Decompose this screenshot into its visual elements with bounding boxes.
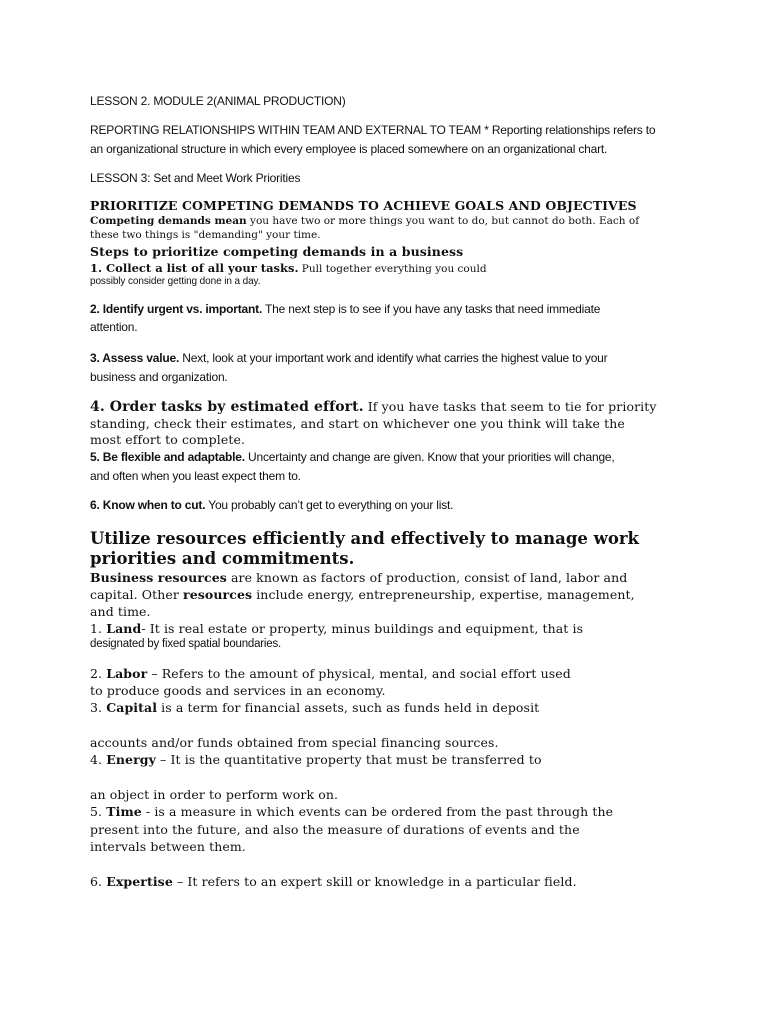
labor-line-2: to produce goods and services in an economy.: [90, 683, 386, 698]
step-2-line-1: 2. Identify urgent vs. important. The next step is to see if you have any tasks that need immediate: [90, 302, 601, 316]
labor-line-1: 2. Labor – Refers to the amount of physical, mental, and social effort used: [90, 666, 571, 681]
lesson2-title: LESSON 2. MODULE 2(ANIMAL PRODUCTION): [90, 94, 346, 108]
steps-heading: Steps to prioritize competing demands in a business: [90, 244, 464, 259]
step-3-line-2: business and organization.: [90, 370, 228, 384]
step-5-title: 5. Be flexible and adaptable.: [90, 450, 245, 464]
capital-line-2: accounts and/or funds obtained from special financing sources.: [90, 735, 499, 750]
step-3-title: 3. Assess value.: [90, 351, 180, 365]
land-line-2: designated by fixed spatial boundaries.: [90, 638, 282, 650]
step-4-line-3: most effort to complete.: [90, 432, 246, 447]
time-line-3: intervals between them.: [90, 839, 246, 854]
expertise-term: Expertise: [106, 874, 173, 889]
step-4-line-2: standing, check their estimates, and start on whichever one you think will take the: [90, 416, 625, 431]
energy-term: Energy: [106, 752, 156, 767]
business-resources-line-2: capital. Other resources include energy, entrepreneurship, expertise, management,: [90, 587, 635, 602]
step-5-line-1: 5. Be flexible and adaptable. Uncertainty and change are given. Know that your priorities will change,: [90, 450, 615, 464]
capital-term: Capital: [106, 700, 158, 715]
competing-demands-term: Competing demands mean: [90, 215, 247, 227]
utilize-heading-line-2: priorities and commitments.: [90, 549, 355, 568]
labor-term: Labor: [106, 666, 148, 681]
land-term: Land: [106, 621, 142, 636]
reporting-line-2: an organizational structure in which every employee is placed somewhere on an organizational chart.: [90, 142, 608, 156]
utilize-heading-line-1: Utilize resources efficiently and effectively to manage work: [90, 529, 639, 548]
step-5-line-2: and often when you least expect them to.: [90, 469, 301, 483]
land-line-1: 1. Land- It is real estate or property, minus buildings and equipment, that is: [90, 621, 584, 636]
step-4-line-1: 4. Order tasks by estimated effort. If you have tasks that seem to tie for priority: [90, 399, 657, 415]
step-1-line-2: possibly consider getting done in a day.: [90, 276, 261, 287]
step-1-title: 1. Collect a list of all your tasks.: [90, 261, 299, 275]
step-6-line-1: 6. Know when to cut. You probably can’t get to everything on your list.: [90, 498, 454, 512]
business-resources-term: Business resources: [90, 570, 227, 585]
energy-line-1: 4. Energy – It is the quantitative property that must be transferred to: [90, 752, 542, 767]
step-2-line-2: attention.: [90, 320, 138, 334]
competing-demands-line-1: Competing demands mean you have two or more things you want to do, but cannot do both. Each of: [90, 215, 640, 227]
prioritize-heading: PRIORITIZE COMPETING DEMANDS TO ACHIEVE GOALS AND OBJECTIVES: [90, 198, 637, 213]
business-resources-line-3: and time.: [90, 604, 151, 619]
step-3-line-1: 3. Assess value. Next, look at your important work and identify what carries the highest value to your: [90, 351, 608, 365]
time-line-2: present into the future, and also the measure of durations of events and the: [90, 822, 580, 837]
step-6-title: 6. Know when to cut.: [90, 498, 206, 512]
business-resources-line-1: Business resources are known as factors of production, consist of land, labor and: [90, 570, 628, 585]
time-line-1: 5. Time - is a measure in which events can be ordered from the past through the: [90, 804, 614, 819]
lesson3-title: LESSON 3: Set and Meet Work Priorities: [90, 171, 301, 185]
expertise-line-1: 6. Expertise – It refers to an expert skill or knowledge in a particular field.: [90, 874, 577, 889]
capital-line-1: 3. Capital is a term for financial assets, such as funds held in deposit: [90, 700, 540, 715]
step-2-title: 2. Identify urgent vs. important.: [90, 302, 263, 316]
step-4-title: 4. Order tasks by estimated effort.: [90, 399, 364, 415]
step-1-line-1: 1. Collect a list of all your tasks. Pull together everything you could: [90, 261, 487, 275]
competing-demands-line-2: these two things is "demanding" your time.: [90, 229, 321, 241]
time-term: Time: [106, 804, 142, 819]
reporting-line-1: REPORTING RELATIONSHIPS WITHIN TEAM AND EXTERNAL TO TEAM * Reporting relationships refers to: [90, 123, 656, 137]
energy-line-2: an object in order to perform work on.: [90, 787, 339, 802]
